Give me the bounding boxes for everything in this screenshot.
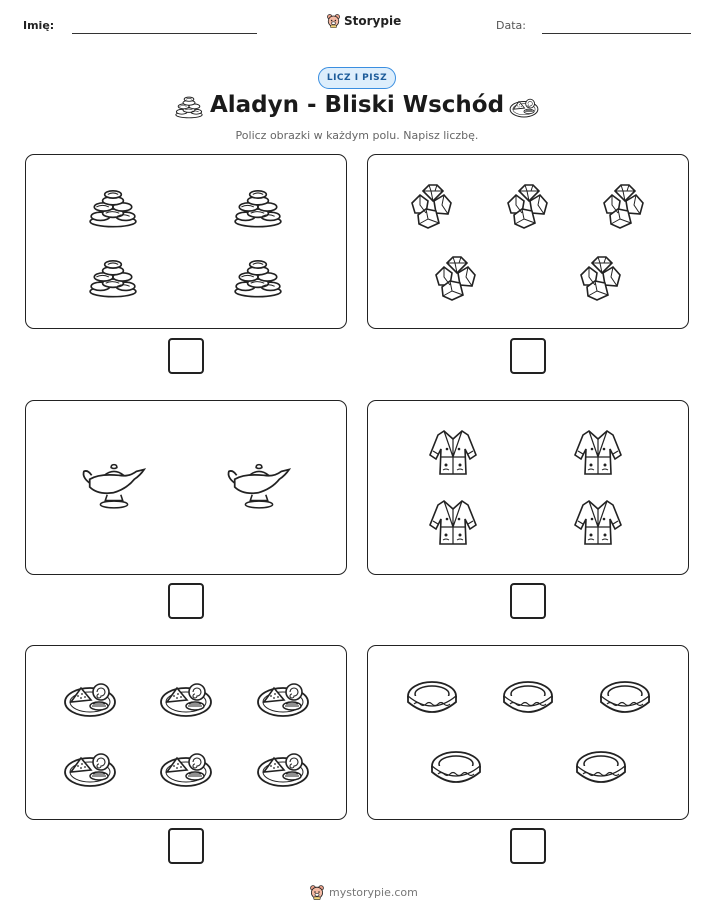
answer-box[interactable] bbox=[510, 828, 546, 864]
instructions: Policz obrazki w każdym polu. Napisz liczbę. bbox=[235, 129, 479, 142]
food-plate-icon bbox=[159, 678, 213, 718]
gems-icon bbox=[598, 181, 648, 231]
food-plate-icon bbox=[256, 678, 310, 718]
bracelet-icon bbox=[574, 748, 628, 788]
counting-panel bbox=[367, 154, 689, 329]
brand-name: Storypie bbox=[344, 13, 402, 28]
counting-panel bbox=[367, 645, 689, 820]
answer-box[interactable] bbox=[168, 583, 204, 619]
gems-icon bbox=[575, 253, 625, 303]
answer-box[interactable] bbox=[510, 338, 546, 374]
answer-box[interactable] bbox=[168, 828, 204, 864]
magic-lamp-icon bbox=[225, 461, 293, 511]
coin-pile-icon bbox=[232, 187, 284, 229]
gems-icon bbox=[406, 181, 456, 231]
counting-panel bbox=[367, 400, 689, 575]
bracelet-icon bbox=[405, 678, 459, 718]
page-title: Aladyn - Bliski Wschód bbox=[209, 92, 505, 118]
name-input-line[interactable] bbox=[72, 33, 257, 34]
storypie-mascot-icon bbox=[309, 884, 325, 900]
bracelet-icon bbox=[501, 678, 555, 718]
counting-panel bbox=[25, 645, 347, 820]
food-plate-icon bbox=[159, 748, 213, 788]
date-input-line[interactable] bbox=[542, 33, 691, 34]
name-label: Imię: bbox=[23, 19, 55, 32]
gems-icon bbox=[502, 181, 552, 231]
counting-panel bbox=[25, 400, 347, 575]
answer-box[interactable] bbox=[510, 583, 546, 619]
brand-logo bbox=[326, 13, 401, 28]
robe-icon bbox=[573, 427, 623, 477]
robe-icon bbox=[428, 427, 478, 477]
food-plate-icon bbox=[509, 95, 539, 119]
food-plate-icon bbox=[63, 678, 117, 718]
footer bbox=[309, 884, 418, 900]
storypie-mascot-icon bbox=[326, 13, 341, 28]
answer-box[interactable] bbox=[168, 338, 204, 374]
food-plate-icon bbox=[256, 748, 310, 788]
coin-pile-icon bbox=[232, 257, 284, 299]
food-plate-icon bbox=[63, 748, 117, 788]
coin-pile-icon bbox=[87, 257, 139, 299]
robe-icon bbox=[428, 497, 478, 547]
coin-pile-icon bbox=[87, 187, 139, 229]
robe-icon bbox=[573, 497, 623, 547]
magic-lamp-icon bbox=[80, 461, 148, 511]
date-label: Data: bbox=[496, 19, 526, 32]
footer-url[interactable]: mystorypie.com bbox=[329, 885, 418, 899]
counting-panel bbox=[25, 154, 347, 329]
bracelet-icon bbox=[598, 678, 652, 718]
activity-badge: LICZ I PISZ bbox=[318, 67, 396, 89]
bracelet-icon bbox=[429, 748, 483, 788]
gems-icon bbox=[430, 253, 480, 303]
